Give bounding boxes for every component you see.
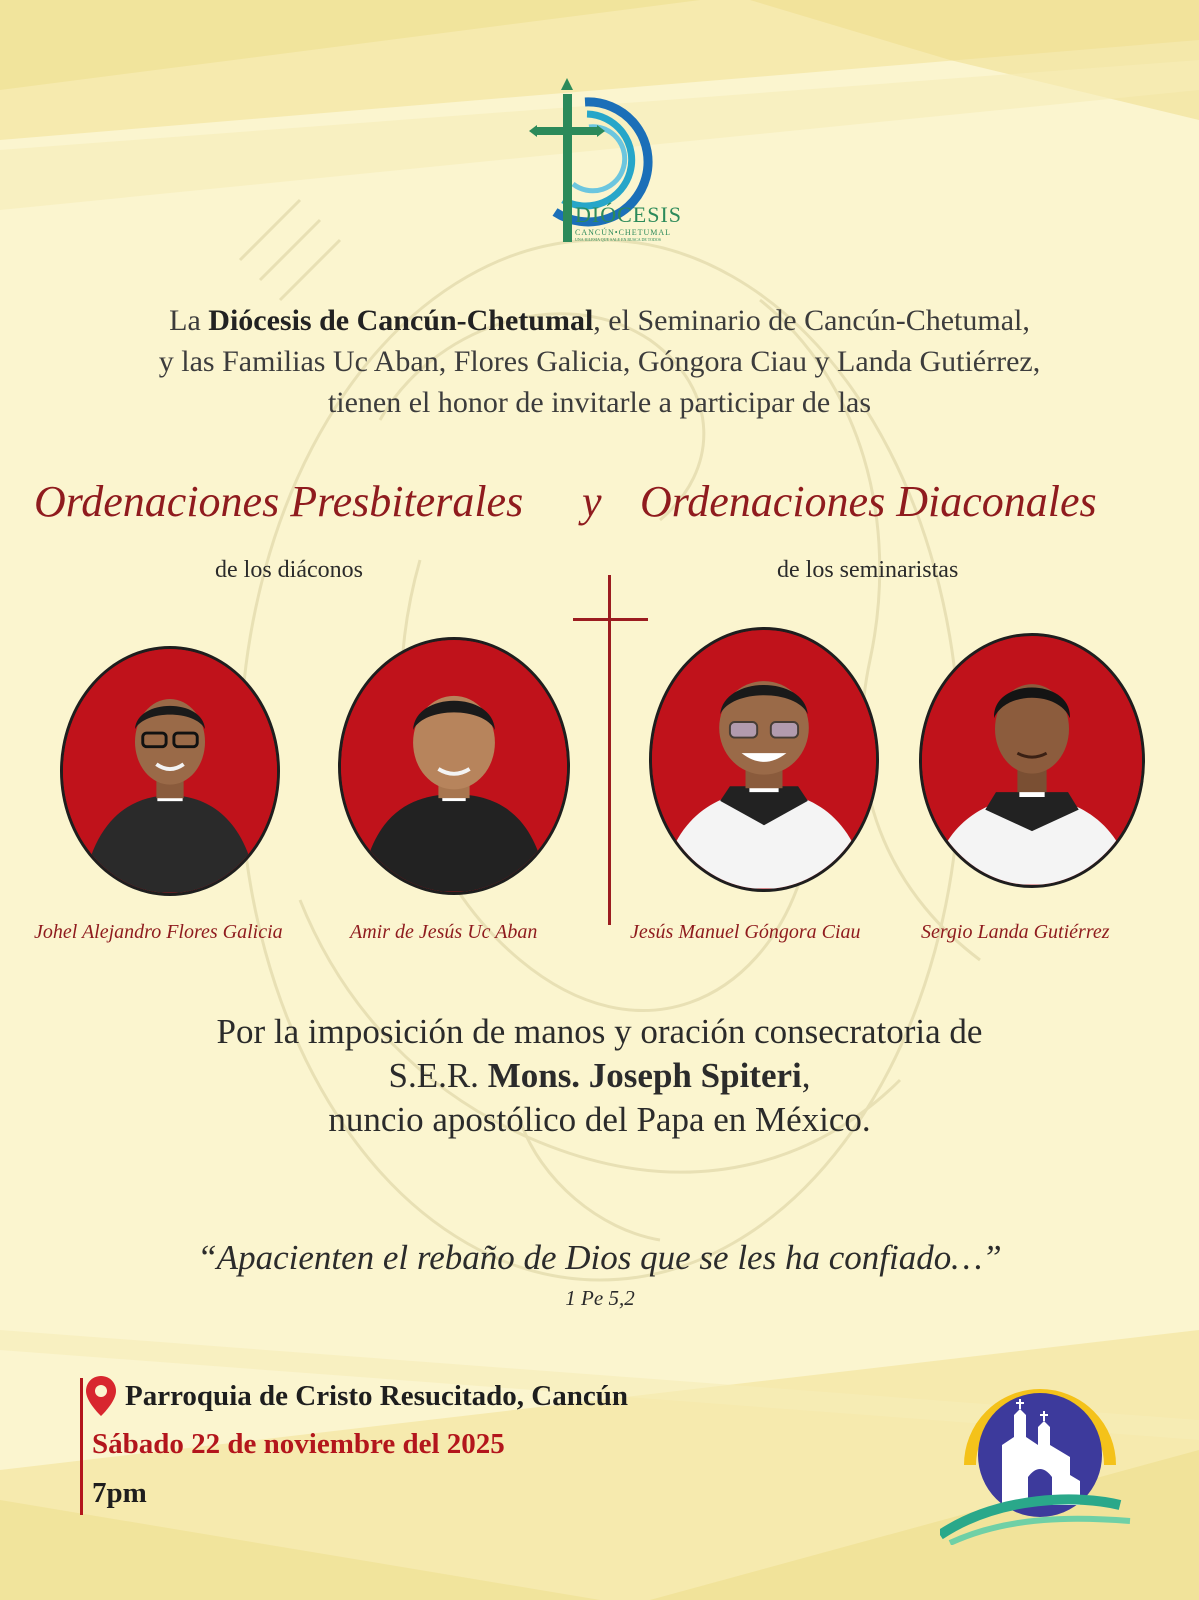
intro-text: La: [169, 304, 209, 337]
diocese-logo: [525, 72, 685, 252]
heading-joiner: y: [582, 477, 602, 526]
person-surplice-icon: [922, 636, 1142, 885]
heading-diaconales: Ordenaciones Diaconales: [640, 477, 1097, 526]
diocese-name: Diócesis de Cancún-Chetumal: [208, 304, 594, 337]
heading-presbiterales: Ordenaciones Presbiterales: [34, 477, 524, 526]
subheading-seminaristas: de los seminaristas: [777, 557, 959, 583]
subheading-diaconos: de los diáconos: [215, 557, 363, 583]
portrait-ordinand-2: [338, 637, 570, 895]
portrait-ordinand-3: [649, 627, 879, 892]
ordinand-name-4: Sergio Landa Gutiérrez: [921, 921, 1110, 943]
ordinand-name-1: Johel Alejandro Flores Galicia: [34, 921, 283, 943]
consecration-line-1: Por la imposición de manos y oración consecratoria de: [216, 1012, 983, 1051]
intro-line-2: y las Familias Uc Aban, Flores Galicia, Góngora Ciau y Landa Gutiérrez,: [158, 345, 1041, 378]
intro-line-3: tienen el honor de invitarle a participar de las: [327, 386, 872, 419]
parish-church-logo-icon: [940, 1345, 1140, 1545]
consecration-line-3: nuncio apostólico del Papa en México.: [328, 1100, 871, 1139]
divider-cross-icon: [608, 575, 611, 925]
consecration-punctuation: ,: [801, 1056, 811, 1095]
consecration-text: [60, 1010, 1139, 1142]
event-venue: Parroquia de Cristo Resucitado, Cancún: [125, 1380, 628, 1412]
portrait-ordinand-1: [60, 646, 280, 896]
divider-cross-bar: [573, 618, 648, 621]
bishop-name: Mons. Joseph Spiteri: [487, 1056, 802, 1095]
ordinand-name-3: Jesús Manuel Góngora Ciau: [630, 921, 861, 943]
logo-tagline: UNA IGLESIA QUE SALE EN BUSCA DE TODOS: [575, 237, 661, 242]
bible-reference: 1 Pe 5,2: [565, 1286, 635, 1310]
invitation-intro: [40, 300, 1159, 423]
intro-text: , el Seminario de Cancún-Chetumal,: [593, 304, 1030, 337]
portrait-ordinand-4: [919, 633, 1145, 888]
footer-accent-bar: [80, 1378, 83, 1515]
consecration-title: S.E.R.: [388, 1056, 488, 1095]
event-date: Sábado 22 de noviembre del 2025: [92, 1428, 505, 1460]
ordinand-name-2: Amir de Jesús Uc Aban: [350, 921, 538, 943]
location-pin-icon: [84, 1374, 118, 1418]
logo-subtitle: CANCÚN•CHETUMAL: [575, 228, 672, 237]
person-cassock-icon: [341, 640, 567, 892]
logo-title: DIÓCESIS: [575, 202, 683, 227]
consecration-line-2: [60, 1054, 1139, 1098]
intro-line-1: [40, 300, 1159, 341]
event-time: 7pm: [92, 1477, 147, 1509]
bible-quote: “Apacienten el rebaño de Dios que se les ha confiado…”: [197, 1238, 1002, 1277]
person-cassock-icon: [63, 649, 277, 893]
person-surplice-icon: [652, 630, 876, 889]
